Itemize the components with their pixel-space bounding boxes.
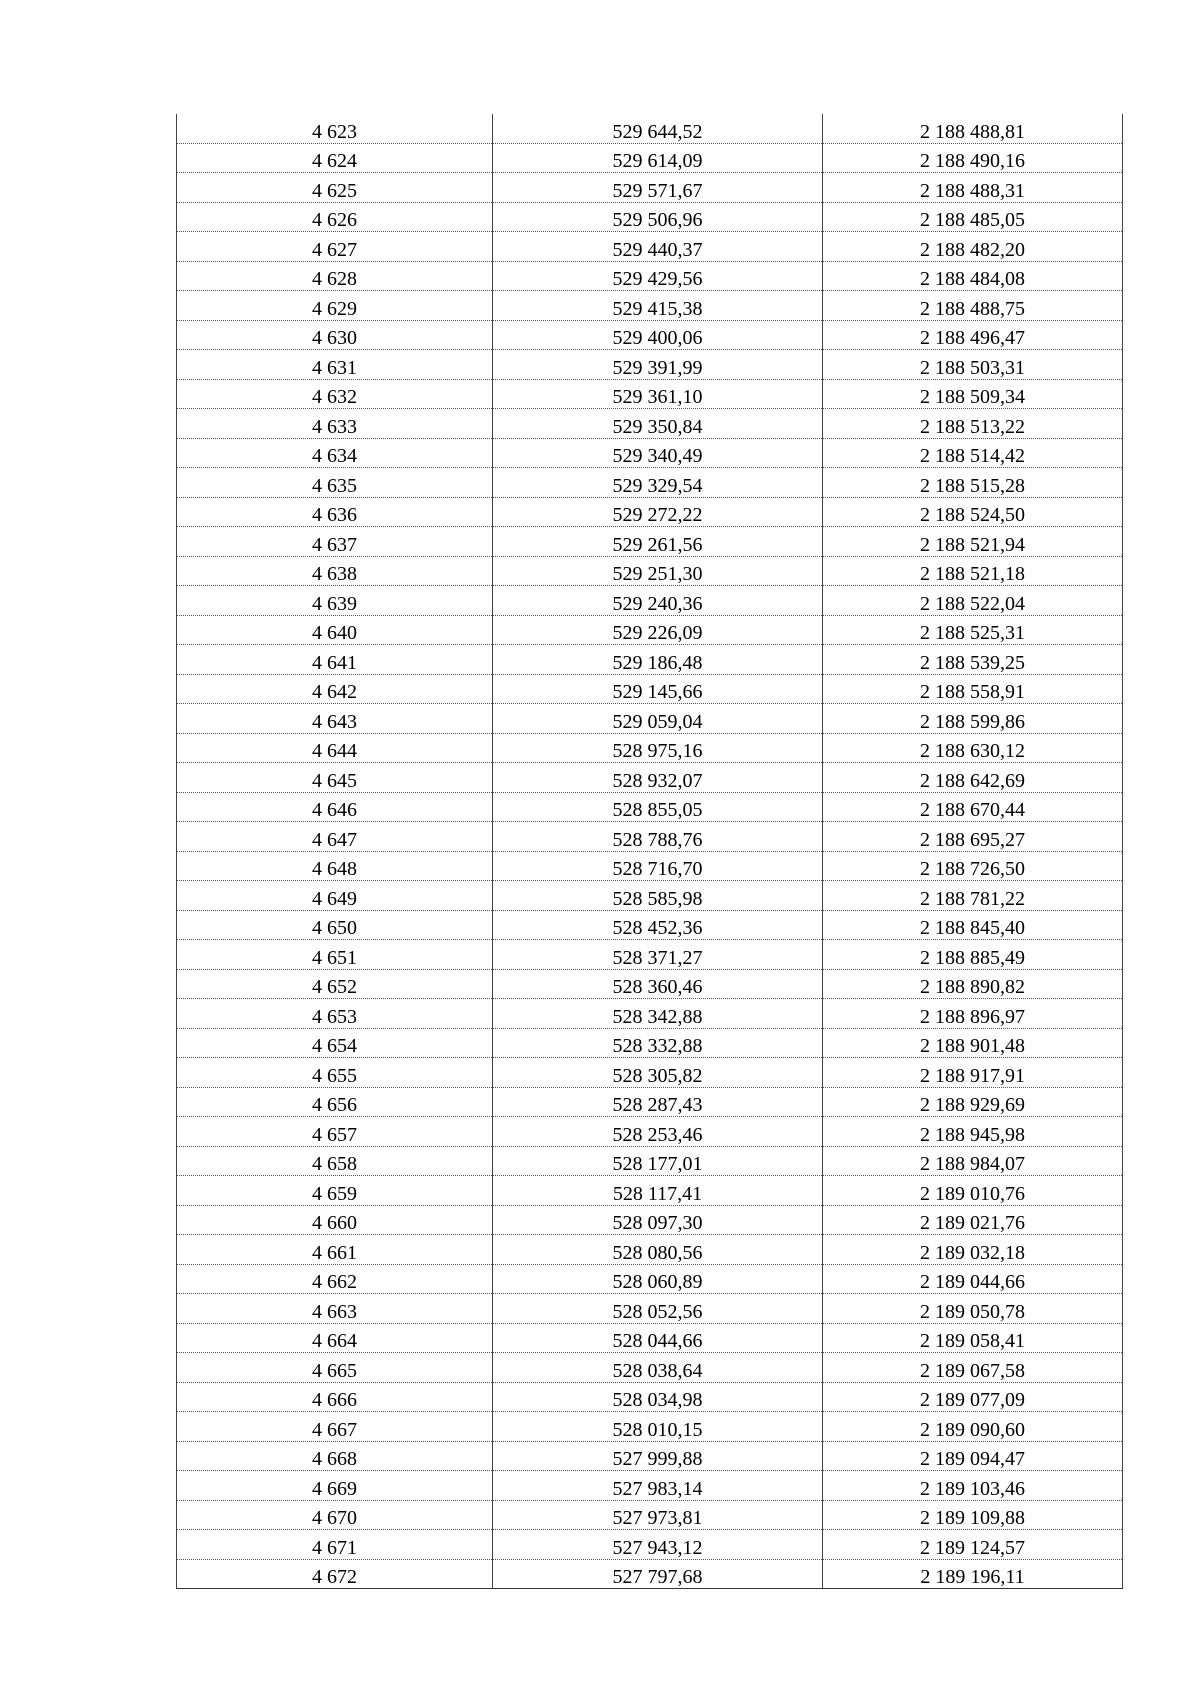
point-number-cell: 4 661: [177, 1235, 493, 1265]
x-coordinate-cell: 529 240,36: [493, 586, 823, 616]
y-coordinate-cell: 2 188 522,04: [823, 586, 1123, 616]
point-number-cell: 4 625: [177, 173, 493, 203]
y-coordinate-cell: 2 189 021,76: [823, 1205, 1123, 1235]
x-coordinate-cell: 529 261,56: [493, 527, 823, 557]
table-row: [177, 1323, 1123, 1353]
point-number-cell: 4 642: [177, 674, 493, 704]
x-coordinate-cell: 529 415,38: [493, 291, 823, 321]
point-number-cell: 4 672: [177, 1559, 493, 1589]
table-row: [177, 910, 1123, 940]
y-coordinate-cell: 2 188 524,50: [823, 497, 1123, 527]
point-number-cell: 4 632: [177, 379, 493, 409]
y-coordinate-cell: 2 189 094,47: [823, 1441, 1123, 1471]
y-coordinate-cell: 2 188 488,81: [823, 114, 1123, 143]
y-coordinate-cell: 2 188 695,27: [823, 822, 1123, 852]
point-number-cell: 4 638: [177, 556, 493, 586]
point-number-cell: 4 635: [177, 468, 493, 498]
x-coordinate-cell: 528 060,89: [493, 1264, 823, 1294]
table-row: [177, 1294, 1123, 1324]
x-coordinate-cell: 529 145,66: [493, 674, 823, 704]
table-row: [177, 940, 1123, 970]
table-row: [177, 851, 1123, 881]
x-coordinate-cell: 529 571,67: [493, 173, 823, 203]
point-number-cell: 4 659: [177, 1176, 493, 1206]
x-coordinate-cell: 528 855,05: [493, 792, 823, 822]
point-number-cell: 4 668: [177, 1441, 493, 1471]
coordinates-table: [176, 114, 1123, 1589]
table-row: [177, 792, 1123, 822]
table-row: [177, 1353, 1123, 1383]
point-number-cell: 4 623: [177, 114, 493, 143]
table-row: [177, 350, 1123, 380]
table-row: [177, 1264, 1123, 1294]
point-number-cell: 4 624: [177, 143, 493, 173]
y-coordinate-cell: 2 188 503,31: [823, 350, 1123, 380]
point-number-cell: 4 651: [177, 940, 493, 970]
table-row: [177, 202, 1123, 232]
y-coordinate-cell: 2 189 103,46: [823, 1471, 1123, 1501]
table-row: [177, 1530, 1123, 1560]
y-coordinate-cell: 2 188 485,05: [823, 202, 1123, 232]
point-number-cell: 4 652: [177, 969, 493, 999]
y-coordinate-cell: 2 188 484,08: [823, 261, 1123, 291]
x-coordinate-cell: 528 305,82: [493, 1058, 823, 1088]
table-row: [177, 1235, 1123, 1265]
point-number-cell: 4 655: [177, 1058, 493, 1088]
y-coordinate-cell: 2 189 032,18: [823, 1235, 1123, 1265]
table-row: [177, 261, 1123, 291]
table-row: [177, 320, 1123, 350]
point-number-cell: 4 658: [177, 1146, 493, 1176]
x-coordinate-cell: 528 044,66: [493, 1323, 823, 1353]
y-coordinate-cell: 2 188 984,07: [823, 1146, 1123, 1176]
y-coordinate-cell: 2 188 539,25: [823, 645, 1123, 675]
x-coordinate-cell: 528 932,07: [493, 763, 823, 793]
point-number-cell: 4 643: [177, 704, 493, 734]
x-coordinate-cell: 528 360,46: [493, 969, 823, 999]
x-coordinate-cell: 528 052,56: [493, 1294, 823, 1324]
table-row: [177, 379, 1123, 409]
y-coordinate-cell: 2 189 010,76: [823, 1176, 1123, 1206]
y-coordinate-cell: 2 188 525,31: [823, 615, 1123, 645]
y-coordinate-cell: 2 188 490,16: [823, 143, 1123, 173]
x-coordinate-cell: 528 080,56: [493, 1235, 823, 1265]
coordinates-table-body: [177, 114, 1123, 1589]
table-row: [177, 822, 1123, 852]
x-coordinate-cell: 529 350,84: [493, 409, 823, 439]
table-row: [177, 615, 1123, 645]
table-row: [177, 438, 1123, 468]
table-row: [177, 1176, 1123, 1206]
point-number-cell: 4 669: [177, 1471, 493, 1501]
table-row: [177, 999, 1123, 1029]
point-number-cell: 4 629: [177, 291, 493, 321]
y-coordinate-cell: 2 188 642,69: [823, 763, 1123, 793]
point-number-cell: 4 671: [177, 1530, 493, 1560]
point-number-cell: 4 630: [177, 320, 493, 350]
x-coordinate-cell: 528 332,88: [493, 1028, 823, 1058]
y-coordinate-cell: 2 188 781,22: [823, 881, 1123, 911]
table-row: [177, 232, 1123, 262]
table-row: [177, 763, 1123, 793]
table-row: [177, 1559, 1123, 1589]
point-number-cell: 4 640: [177, 615, 493, 645]
table-row: [177, 881, 1123, 911]
table-row: [177, 586, 1123, 616]
x-coordinate-cell: 528 038,64: [493, 1353, 823, 1383]
point-number-cell: 4 637: [177, 527, 493, 557]
y-coordinate-cell: 2 188 945,98: [823, 1117, 1123, 1147]
table-row: [177, 527, 1123, 557]
table-row: [177, 556, 1123, 586]
table-row: [177, 1117, 1123, 1147]
point-number-cell: 4 660: [177, 1205, 493, 1235]
point-number-cell: 4 656: [177, 1087, 493, 1117]
x-coordinate-cell: 529 272,22: [493, 497, 823, 527]
y-coordinate-cell: 2 188 845,40: [823, 910, 1123, 940]
point-number-cell: 4 639: [177, 586, 493, 616]
x-coordinate-cell: 529 644,52: [493, 114, 823, 143]
point-number-cell: 4 662: [177, 1264, 493, 1294]
y-coordinate-cell: 2 188 521,18: [823, 556, 1123, 586]
y-coordinate-cell: 2 188 726,50: [823, 851, 1123, 881]
table-row: [177, 1412, 1123, 1442]
x-coordinate-cell: 528 975,16: [493, 733, 823, 763]
y-coordinate-cell: 2 188 496,47: [823, 320, 1123, 350]
x-coordinate-cell: 528 034,98: [493, 1382, 823, 1412]
x-coordinate-cell: 528 585,98: [493, 881, 823, 911]
table-row: [177, 1471, 1123, 1501]
y-coordinate-cell: 2 189 124,57: [823, 1530, 1123, 1560]
point-number-cell: 4 664: [177, 1323, 493, 1353]
point-number-cell: 4 631: [177, 350, 493, 380]
y-coordinate-cell: 2 188 896,97: [823, 999, 1123, 1029]
y-coordinate-cell: 2 188 514,42: [823, 438, 1123, 468]
table-row: [177, 1382, 1123, 1412]
x-coordinate-cell: 528 117,41: [493, 1176, 823, 1206]
x-coordinate-cell: 529 186,48: [493, 645, 823, 675]
y-coordinate-cell: 2 189 196,11: [823, 1559, 1123, 1589]
x-coordinate-cell: 529 340,49: [493, 438, 823, 468]
y-coordinate-cell: 2 188 482,20: [823, 232, 1123, 262]
x-coordinate-cell: 529 429,56: [493, 261, 823, 291]
y-coordinate-cell: 2 188 488,75: [823, 291, 1123, 321]
point-number-cell: 4 645: [177, 763, 493, 793]
x-coordinate-cell: 528 371,27: [493, 940, 823, 970]
y-coordinate-cell: 2 188 890,82: [823, 969, 1123, 999]
x-coordinate-cell: 528 788,76: [493, 822, 823, 852]
table-row: [177, 173, 1123, 203]
point-number-cell: 4 644: [177, 733, 493, 763]
y-coordinate-cell: 2 189 067,58: [823, 1353, 1123, 1383]
x-coordinate-cell: 527 973,81: [493, 1500, 823, 1530]
table-row: [177, 1058, 1123, 1088]
x-coordinate-cell: 528 452,36: [493, 910, 823, 940]
point-number-cell: 4 641: [177, 645, 493, 675]
point-number-cell: 4 633: [177, 409, 493, 439]
table-row: [177, 1028, 1123, 1058]
point-number-cell: 4 634: [177, 438, 493, 468]
table-row: [177, 645, 1123, 675]
point-number-cell: 4 636: [177, 497, 493, 527]
x-coordinate-cell: 529 329,54: [493, 468, 823, 498]
x-coordinate-cell: 528 716,70: [493, 851, 823, 881]
x-coordinate-cell: 529 506,96: [493, 202, 823, 232]
y-coordinate-cell: 2 188 929,69: [823, 1087, 1123, 1117]
x-coordinate-cell: 528 177,01: [493, 1146, 823, 1176]
table-row: [177, 1441, 1123, 1471]
table-row: [177, 1205, 1123, 1235]
x-coordinate-cell: 529 614,09: [493, 143, 823, 173]
x-coordinate-cell: 527 943,12: [493, 1530, 823, 1560]
point-number-cell: 4 626: [177, 202, 493, 232]
x-coordinate-cell: 527 797,68: [493, 1559, 823, 1589]
table-row: [177, 114, 1123, 143]
point-number-cell: 4 653: [177, 999, 493, 1029]
point-number-cell: 4 647: [177, 822, 493, 852]
x-coordinate-cell: 529 361,10: [493, 379, 823, 409]
table-row: [177, 143, 1123, 173]
table-row: [177, 497, 1123, 527]
point-number-cell: 4 667: [177, 1412, 493, 1442]
table-row: [177, 468, 1123, 498]
x-coordinate-cell: 528 287,43: [493, 1087, 823, 1117]
point-number-cell: 4 649: [177, 881, 493, 911]
point-number-cell: 4 665: [177, 1353, 493, 1383]
point-number-cell: 4 654: [177, 1028, 493, 1058]
point-number-cell: 4 670: [177, 1500, 493, 1530]
table-row: [177, 1146, 1123, 1176]
x-coordinate-cell: 529 059,04: [493, 704, 823, 734]
table-row: [177, 674, 1123, 704]
y-coordinate-cell: 2 188 558,91: [823, 674, 1123, 704]
table-row: [177, 291, 1123, 321]
y-coordinate-cell: 2 189 090,60: [823, 1412, 1123, 1442]
y-coordinate-cell: 2 188 515,28: [823, 468, 1123, 498]
y-coordinate-cell: 2 188 901,48: [823, 1028, 1123, 1058]
y-coordinate-cell: 2 189 058,41: [823, 1323, 1123, 1353]
table-row: [177, 733, 1123, 763]
point-number-cell: 4 628: [177, 261, 493, 291]
table-row: [177, 1087, 1123, 1117]
y-coordinate-cell: 2 188 513,22: [823, 409, 1123, 439]
y-coordinate-cell: 2 188 885,49: [823, 940, 1123, 970]
point-number-cell: 4 627: [177, 232, 493, 262]
y-coordinate-cell: 2 188 670,44: [823, 792, 1123, 822]
table-row: [177, 969, 1123, 999]
table-row: [177, 1500, 1123, 1530]
y-coordinate-cell: 2 188 599,86: [823, 704, 1123, 734]
point-number-cell: 4 646: [177, 792, 493, 822]
x-coordinate-cell: 528 010,15: [493, 1412, 823, 1442]
y-coordinate-cell: 2 188 630,12: [823, 733, 1123, 763]
y-coordinate-cell: 2 189 109,88: [823, 1500, 1123, 1530]
x-coordinate-cell: 529 440,37: [493, 232, 823, 262]
y-coordinate-cell: 2 188 521,94: [823, 527, 1123, 557]
point-number-cell: 4 650: [177, 910, 493, 940]
point-number-cell: 4 666: [177, 1382, 493, 1412]
y-coordinate-cell: 2 188 509,34: [823, 379, 1123, 409]
y-coordinate-cell: 2 189 077,09: [823, 1382, 1123, 1412]
x-coordinate-cell: 529 226,09: [493, 615, 823, 645]
point-number-cell: 4 657: [177, 1117, 493, 1147]
table-row: [177, 704, 1123, 734]
y-coordinate-cell: 2 189 044,66: [823, 1264, 1123, 1294]
x-coordinate-cell: 527 983,14: [493, 1471, 823, 1501]
y-coordinate-cell: 2 189 050,78: [823, 1294, 1123, 1324]
point-number-cell: 4 648: [177, 851, 493, 881]
y-coordinate-cell: 2 188 917,91: [823, 1058, 1123, 1088]
table-row: [177, 409, 1123, 439]
x-coordinate-cell: 528 342,88: [493, 999, 823, 1029]
x-coordinate-cell: 529 400,06: [493, 320, 823, 350]
y-coordinate-cell: 2 188 488,31: [823, 173, 1123, 203]
x-coordinate-cell: 529 251,30: [493, 556, 823, 586]
x-coordinate-cell: 527 999,88: [493, 1441, 823, 1471]
point-number-cell: 4 663: [177, 1294, 493, 1324]
x-coordinate-cell: 529 391,99: [493, 350, 823, 380]
x-coordinate-cell: 528 253,46: [493, 1117, 823, 1147]
x-coordinate-cell: 528 097,30: [493, 1205, 823, 1235]
